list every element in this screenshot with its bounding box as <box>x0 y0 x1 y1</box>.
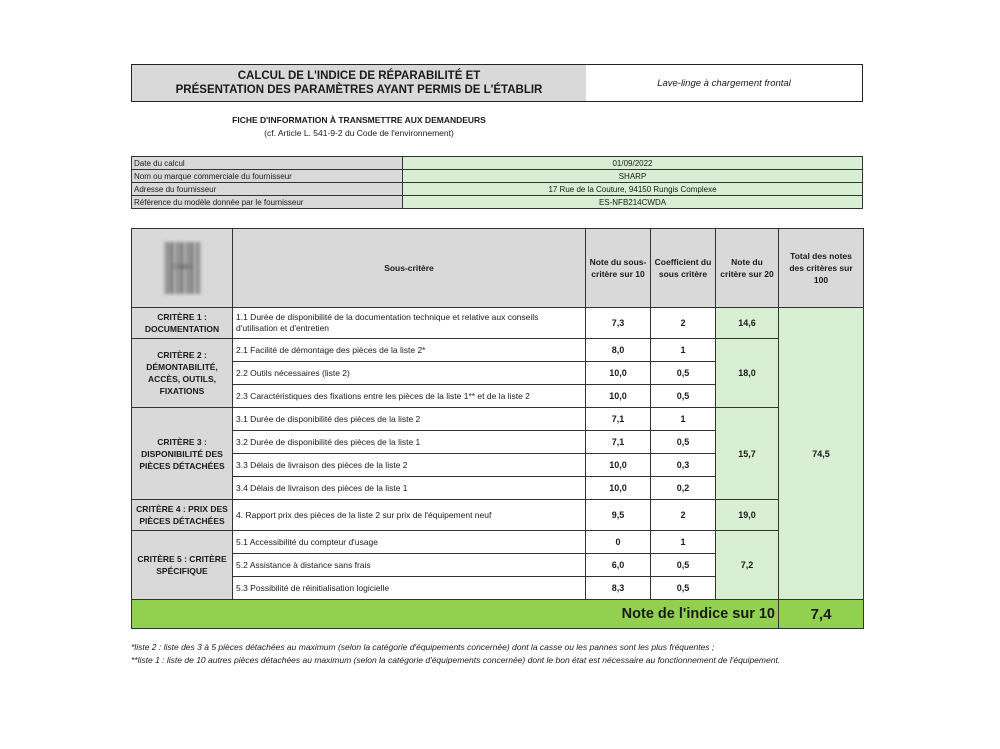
note-sous-critere: 7,1 <box>586 431 651 454</box>
table-row <box>132 339 864 362</box>
table-header-row <box>132 229 864 308</box>
info-label: Référence du modèle donnée par le fournisseur <box>132 196 403 209</box>
sous-critere-label: 2.3 Caractéristiques des fixations entre les pièces de la liste 1** et de la liste 2 <box>233 385 586 408</box>
critere-2-label: CRITÈRE 2 : DÉMONTABILITÉ, ACCÈS, OUTILS, FIXATIONS <box>132 339 233 408</box>
coefficient-header: Coefficient du sous critère <box>651 229 716 308</box>
document-title <box>131 64 587 102</box>
coefficient: 1 <box>651 531 716 554</box>
critere-1-label: CRITÈRE 1 : DOCUMENTATION <box>132 308 233 339</box>
info-label: Date du calcul <box>132 157 403 170</box>
sous-critere-label: 2.2 Outils nécessaires (liste 2) <box>233 362 586 385</box>
coefficient: 0,5 <box>651 554 716 577</box>
info-row <box>132 196 863 209</box>
note-sous-critere: 10,0 <box>586 362 651 385</box>
fiche-line-2: (cf. Article L. 541-9-2 du Code de l'environnement) <box>264 128 454 138</box>
info-label: Adresse du fournisseur <box>132 183 403 196</box>
note-sous-critere: 8,3 <box>586 577 651 600</box>
sous-critere-label: 3.2 Durée de disponibilité des pièces de la liste 1 <box>233 431 586 454</box>
info-label: Nom ou marque commerciale du fournisseur <box>132 170 403 183</box>
note-critere: 18,0 <box>716 339 779 408</box>
note-sous-critere: 10,0 <box>586 385 651 408</box>
fiche-info <box>131 114 587 140</box>
supplier-info-table <box>131 156 863 209</box>
note-critere: 14,6 <box>716 308 779 339</box>
info-value: SHARP <box>403 170 863 183</box>
sous-critere-label: 4. Rapport prix des pièces de la liste 2 sur prix de l'équipement neuf <box>233 500 586 531</box>
critere-header <box>132 229 233 308</box>
fiche-line-1: FICHE D'INFORMATION À TRANSMETTRE AUX DEMANDEURS <box>232 115 486 125</box>
sous-critere-label: 5.1 Accessibilité du compteur d'usage <box>233 531 586 554</box>
note-sous-critere-header: Note du sous-critère sur 10 <box>586 229 651 308</box>
table-row <box>132 531 864 554</box>
note-sous-critere: 8,0 <box>586 339 651 362</box>
info-row <box>132 157 863 170</box>
coefficient: 0,5 <box>651 431 716 454</box>
sous-critere-label: 1.1 Durée de disponibilité de la documentation technique et relative aux conseils d'utilisation et d'entretien <box>233 308 586 339</box>
critere-4-label: CRITÈRE 4 : PRIX DES PIÈCES DÉTACHÉES <box>132 500 233 531</box>
critere-3-label: CRITÈRE 3 : DISPONIBILITÉ DES PIÈCES DÉTACHÉES <box>132 408 233 500</box>
footnote-1: *liste 2 : liste des 3 à 5 pièces détachées au maximum (selon la catégorie d'équipements concernée) dont la casse ou les pannes sont les plus fréquentes ; <box>131 642 715 652</box>
info-value: ES-NFB214CWDA <box>403 196 863 209</box>
note-critere: 7,2 <box>716 531 779 600</box>
note-sous-critere: 0 <box>586 531 651 554</box>
coefficient: 0,5 <box>651 362 716 385</box>
product-type: Lave-linge à chargement frontal <box>586 64 863 102</box>
repairability-table <box>131 228 864 629</box>
info-row <box>132 183 863 196</box>
final-score-value: 7,4 <box>779 600 864 629</box>
note-critere-header: Note du critère sur 20 <box>716 229 779 308</box>
table-row <box>132 500 864 531</box>
sous-critere-label: 2.1 Facilité de démontage des pièces de la liste 2* <box>233 339 586 362</box>
critere-5-label: CRITÈRE 5 : CRITÈRE SPÉCIFIQUE <box>132 531 233 600</box>
footnote-2: **liste 1 : liste de 10 autres pièces détachées au maximum (selon la catégorie d'équipements concernée) dont le bon état est nécessaire au fonctionnement de l'équipement. <box>131 655 781 665</box>
info-value: 01/09/2022 <box>403 157 863 170</box>
coefficient: 1 <box>651 408 716 431</box>
coefficient: 2 <box>651 500 716 531</box>
table-row <box>132 308 864 339</box>
total-critères: 74,5 <box>779 308 864 600</box>
note-critere: 15,7 <box>716 408 779 500</box>
sous-critere-label: 3.3 Délais de livraison des pièces de la liste 2 <box>233 454 586 477</box>
coefficient: 1 <box>651 339 716 362</box>
note-sous-critere: 10,0 <box>586 477 651 500</box>
coefficient: 0,3 <box>651 454 716 477</box>
sous-critere-label: 5.2 Assistance à distance sans frais <box>233 554 586 577</box>
critere-logo-icon <box>163 242 201 294</box>
note-sous-critere: 9,5 <box>586 500 651 531</box>
title-line-1: CALCUL DE L'INDICE DE RÉPARABILITÉ ET <box>237 70 481 82</box>
note-sous-critere: 7,3 <box>586 308 651 339</box>
info-row <box>132 170 863 183</box>
sous-critere-label: 5.3 Possibilité de réinitialisation logicielle <box>233 577 586 600</box>
coefficient: 0,5 <box>651 385 716 408</box>
total-header: Total des notes des critères sur 100 <box>779 229 864 308</box>
coefficient: 0,5 <box>651 577 716 600</box>
title-line-2: PRÉSENTATION DES PARAMÈTRES AYANT PERMIS DE L'ÉTABLIR <box>175 84 543 96</box>
note-sous-critere: 10,0 <box>586 454 651 477</box>
note-sous-critere: 7,1 <box>586 408 651 431</box>
sous-critere-label: 3.4 Délais de livraison des pièces de la liste 1 <box>233 477 586 500</box>
footnotes <box>131 641 851 667</box>
coefficient: 0,2 <box>651 477 716 500</box>
sous-critere-label: 3.1 Durée de disponibilité des pièces de la liste 2 <box>233 408 586 431</box>
final-score-row <box>132 600 864 629</box>
final-score-label: Note de l'indice sur 10 <box>132 600 779 629</box>
info-value: 17 Rue de la Couture, 94150 Rungis Complexe <box>403 183 863 196</box>
coefficient: 2 <box>651 308 716 339</box>
note-sous-critere: 6,0 <box>586 554 651 577</box>
logo-text: Critère <box>170 264 194 271</box>
table-row <box>132 408 864 431</box>
note-critere: 19,0 <box>716 500 779 531</box>
sous-critere-header: Sous-critère <box>233 229 586 308</box>
